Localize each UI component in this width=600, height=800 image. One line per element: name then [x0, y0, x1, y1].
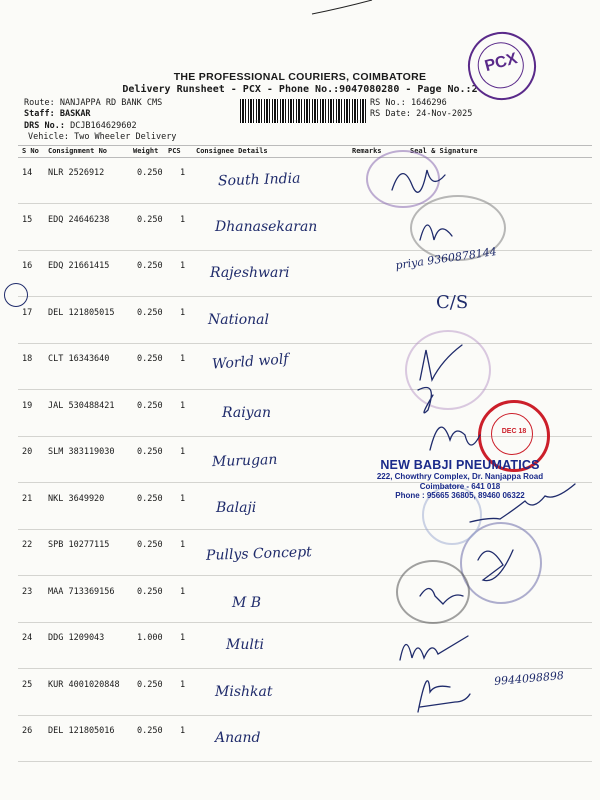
signature-row-15	[420, 225, 452, 240]
row-consignee-handwritten: Anand	[215, 730, 261, 746]
row-weight: 0.250	[137, 540, 163, 550]
col-consignment: Consignment No	[48, 147, 108, 155]
page-subtitle: Delivery Runsheet - PCX - Phone No.:9047080280 - Page No.:2	[122, 84, 478, 95]
top-pen-line	[0, 0, 600, 30]
signature-row-16-text: priya 9360878144	[394, 244, 498, 273]
row-consignment-no: SLM 383119030	[48, 447, 115, 457]
row-pcs: 1	[180, 726, 186, 736]
col-signature: Seal & Signature	[410, 147, 478, 155]
row-consignee-handwritten: World wolf	[211, 351, 289, 373]
row-consignment-no: KUR 4001020848	[48, 679, 120, 690]
signature-row-20	[430, 427, 480, 450]
signature-row-24	[420, 589, 463, 605]
row-weight: 1.000	[137, 633, 163, 643]
row-consignment-no: JAL 530488421	[48, 400, 115, 411]
signature-row-17-text: C/S	[436, 292, 469, 313]
row-weight: 0.250	[137, 261, 163, 271]
row-sno: 15	[22, 214, 33, 225]
vehicle-label: Vehicle:	[28, 132, 69, 142]
row-consignment-no: DEL 121805015	[48, 307, 115, 318]
row-consignment-no: NKL 3649920	[48, 493, 105, 504]
row-sno: 24	[22, 633, 33, 643]
drs-value: DCJB164629602	[70, 121, 137, 131]
row-pcs: 1	[180, 633, 186, 643]
row-weight: 0.250	[137, 307, 163, 318]
row-pcs: 1	[180, 168, 186, 178]
row-weight: 0.250	[137, 447, 163, 457]
row-sno: 26	[22, 726, 33, 736]
rs-no-value: 1646296	[410, 98, 447, 108]
pcx-stamp-text: PCX	[483, 50, 520, 76]
row-weight: 0.250	[137, 679, 163, 690]
rs-no-label: RS No.:	[370, 98, 406, 108]
row-pcs: 1	[180, 307, 186, 318]
row-consignee-handwritten: Pullys Concept	[205, 544, 313, 564]
row-sno: 14	[22, 168, 33, 178]
row-consignee-handwritten: Rajeshwari	[210, 265, 290, 281]
row-sno: 25	[22, 679, 33, 690]
row-pcs: 1	[180, 447, 186, 457]
row-sno: 18	[22, 354, 33, 364]
row-pcs: 1	[180, 354, 186, 364]
row-consignee-handwritten: Murugan	[211, 451, 278, 471]
red-seal-date: DEC 18	[501, 428, 527, 435]
route-label: Route:	[24, 98, 55, 108]
row-pcs: 1	[180, 400, 186, 411]
row-weight: 0.250	[137, 168, 163, 178]
company-name: NEW BABJI PNEUMATICS	[380, 458, 540, 472]
row-consignee-handwritten: National	[208, 311, 269, 328]
signature-row-14	[392, 170, 445, 192]
row-consignment-no: DEL 121805016	[48, 726, 115, 736]
col-remarks: Remarks	[352, 147, 382, 155]
row-consignee-handwritten: South India	[217, 170, 301, 190]
col-consignee: Consignee Details	[196, 147, 268, 155]
col-weight: Weight	[133, 147, 159, 155]
row-sno: 23	[22, 586, 33, 597]
signature-row-22	[470, 484, 575, 522]
col-pcs: PCS	[168, 147, 181, 155]
signature-row-26-text: 9944098898	[493, 668, 565, 689]
row-weight: 0.250	[137, 726, 163, 736]
row-consignment-no: SPB 10277115	[48, 540, 110, 550]
row-weight: 0.250	[137, 214, 163, 225]
row-consignment-no: EDQ 24646238	[48, 214, 110, 225]
row-consignment-no: EDQ 21661415	[48, 261, 110, 271]
company-address-1: 222, Chowthry Complex, Dr. Nanjappa Road	[376, 472, 544, 481]
col-sno: S No	[22, 147, 39, 155]
row-pcs: 1	[180, 261, 186, 271]
vehicle-value: Two Wheeler Delivery	[74, 132, 177, 142]
row-sno: 19	[22, 400, 33, 411]
signature-row-23	[478, 550, 513, 581]
signature-row-25	[400, 636, 468, 660]
row-consignment-no: MAA 713369156	[48, 586, 115, 597]
company-address-2: Coimbatore - 641 018	[419, 481, 501, 491]
row-consignee-handwritten: Dhanasekaran	[215, 218, 318, 235]
row-weight: 0.250	[137, 400, 163, 411]
row-sno: 17	[22, 307, 33, 318]
row-sno: 22	[22, 540, 33, 550]
row-sno: 20	[22, 447, 33, 457]
row-weight: 0.250	[137, 354, 163, 364]
staff-value: BASKAR	[59, 109, 91, 119]
staff-label: Staff:	[24, 109, 55, 119]
row-consignment-no: CLT 16343640	[48, 354, 110, 364]
row-pcs: 1	[180, 679, 186, 690]
row-sno: 16	[22, 261, 33, 271]
page-title: THE PROFESSIONAL COURIERS, COIMBATORE	[173, 71, 427, 83]
row-consignment-no: DDG 1209043	[48, 633, 105, 643]
company-phone: Phone : 95665 36805, 89460 06322	[395, 491, 525, 500]
row-pcs: 1	[180, 214, 186, 225]
drs-label: DRS No.:	[24, 121, 65, 131]
signature-row-18	[420, 345, 462, 380]
rs-date-label: RS Date:	[370, 109, 411, 119]
row-weight: 0.250	[137, 586, 163, 597]
row-consignee-handwritten: Mishkat	[215, 683, 273, 700]
row-consignment-no: NLR 2526912	[48, 168, 105, 178]
row-weight: 0.250	[137, 493, 163, 504]
row-consignee-handwritten: Multi	[226, 637, 264, 653]
row-pcs: 1	[180, 586, 186, 597]
signature-row-26	[418, 681, 470, 712]
row-sno: 21	[22, 493, 33, 504]
row-pcs: 1	[180, 493, 186, 504]
row-consignee-handwritten: Balaji	[216, 499, 257, 516]
row-pcs: 1	[180, 540, 186, 550]
rs-date-value: 24-Nov-2025	[416, 109, 473, 119]
signature-row-19	[418, 388, 433, 413]
row-consignee-handwritten: M B	[232, 594, 262, 611]
row-consignee-handwritten: Raiyan	[222, 404, 271, 421]
route-value: NANJAPPA RD BANK CMS	[59, 98, 163, 108]
